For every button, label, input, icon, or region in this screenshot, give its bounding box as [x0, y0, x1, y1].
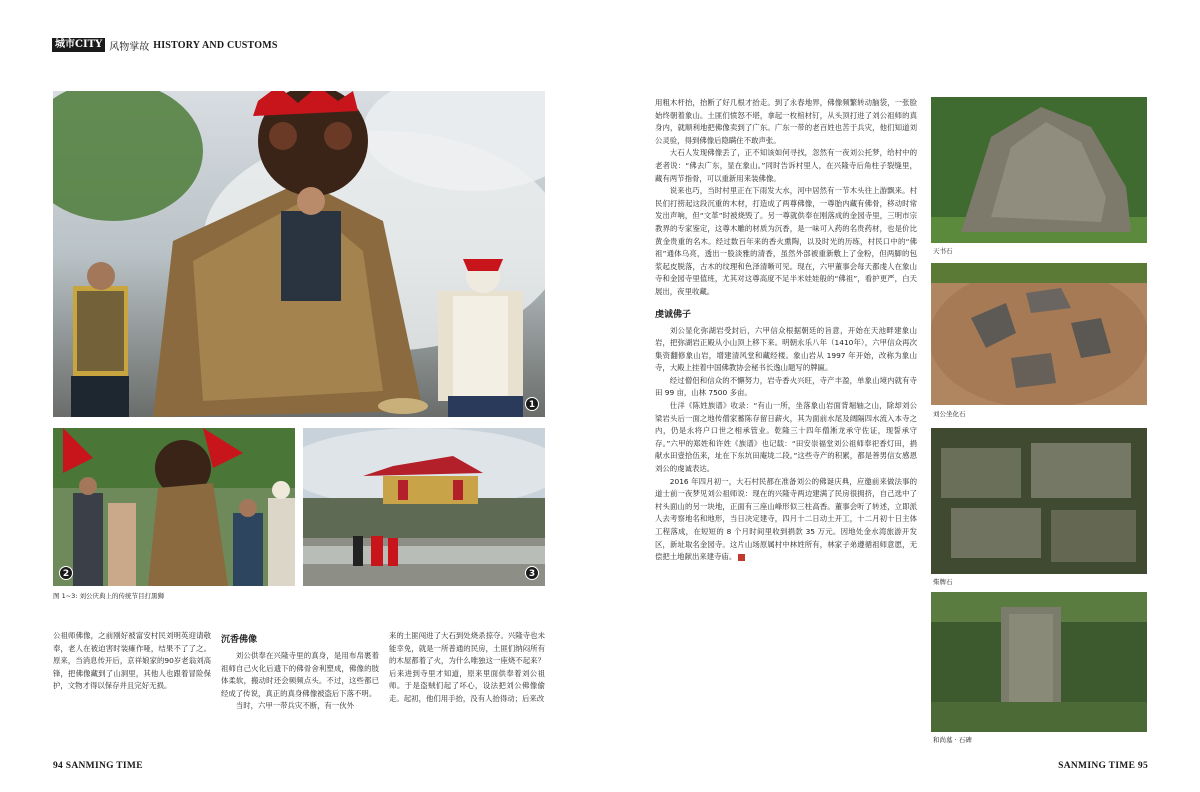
- photo-liugong-stone: [931, 263, 1147, 405]
- photo-caption: 图 1~3: 刘公庆典上的传统节目打黑狮: [53, 592, 165, 600]
- paragraph: 说来也巧，当时村里正在下雨发大水，河中居然有一节木头往上游飘来。村民们打捞起这段沉重的木材，打造成了两尊佛像，一尊胎内藏有佛骨，移动时常发出声响，但“文革”时被烧毁了。另一尊就供奉在刚落成的金园寺里，三明市宗教界的专家鉴定，这尊木雕的材质为沉香，是一味可入药的名贵药材，也是价比黄金贵重的名木。经过数百年来的香火熏陶，以及时光的历练，村民口中的“佛祖”通体乌亮，透出一股淡雅的清香，虽然外部被重新敷上了金粉，但两脚的包浆起皮脱落，古木的纹理和色泽清晰可见。现在，六甲董事会每天都虔人在象山寺和金园寺里值班，尤其对这尊高度不足半米娃娃般的“佛祖”，看护更严，白天展出，夜里收藏。: [655, 186, 917, 296]
- paragraph: 用粗木杆抬，抬断了好几根才抬走。到了永春地界，佛像频繁转动脑袋，一张脸始终朝着象山。土匪们愤怒不堪，拿起一枚棺材钉，从头顶打进了刘公祖师的真身内，就顺利地把佛像卖到了广东。广东一带的老百姓也苦于兵灾，他们知道刘公灵验，得到佛像后隐瞒住不敢声张。: [655, 98, 917, 145]
- paragraph: 当时，六甲一带兵灾不断，有一伙外: [235, 701, 355, 711]
- paragraph: 仕洋《陈姓族谱》收录：“有山一所，坐落象山岩面背堀轴之山，除却刘公梁岩头后一面之地传僧家蓄陈存留日薪火，其为面前水尾及阔隔四水流入本寺之内，仍是永将户口世之相承管业。乾隆三十四年僧淅龙承守佐证，现誓承守存。”六甲的郑姓和许姓《族谱》也记载：“田安崇福堂刘公祖师奉祀香灯田，捐献水田壹拾伍来，址在下东坑田庵垅二段。”这些寺产的积累，都是善男信女感恩刘公的虔诚表达。: [655, 401, 917, 474]
- photo-caption-right: 刘公坐化石: [933, 410, 966, 418]
- footer-right-folio: SANMING TIME 95: [1058, 761, 1148, 771]
- paragraph: 刘公显化弥湖岩受封后，六甲信众根据朝廷的旨意，开始在天池畔建象山岩，把弥湖岩正殿从小山顶上移下来。明朝永乐八年（1410年），六甲信众再次集资翻修象山岩，增建清风堂和藏经楼。象山岩从 1997 年开始，改称为象山寺，大殿上挂着中国佛教协会秘书长逸山题写的牌匾。: [655, 325, 917, 373]
- section-title-en: HISTORY AND CUSTOMS: [153, 39, 278, 51]
- section-heading: 虔诚佛子: [655, 309, 692, 320]
- photo-caption-right: 天书石: [933, 247, 953, 255]
- end-mark-icon: [738, 554, 745, 561]
- section-heading: 沉香佛像: [221, 635, 258, 645]
- paragraph: 公祖师佛像，之前刚好被富安村民刘明英迎请敬奉，老人在被迫害时装瘫作哑，结果不了了之。原来，当消息传开后，京祥娘家的90岁老翁刘高锋，把佛像藏到了山洞里，其他人也跟着冒险保护，文物才得以保存并且完好无损。: [53, 631, 211, 691]
- photo-lion-parade: [53, 428, 295, 586]
- paragraph: 大石人发现佛像丢了，正不知该如何寻找，忽然有一夜刘公托梦，给村中的老者说：“佛去广东，显在象山。”同时告诉村里人，在兴隆寺后角柱子裂缝里，藏有两节指骨，可以重新用来装佛像。: [655, 148, 917, 183]
- article-column-2: [221, 630, 379, 713]
- photo-monk-tomb-stele: [931, 592, 1147, 732]
- photo-number-badge: 1: [525, 397, 539, 411]
- article-column-1: [53, 630, 211, 693]
- paragraph: 来的土匪闯进了大石到处烧杀掠夺。兴隆寺也未能幸免，就是一所普通的民房，土匪们纳闷所有的木屋都着了火，为什么唯独这一座烧不起来？后来进到寺里才知道，原来里面供奉着刘公祖师。于是盗贼们起了坏心，设法把刘公佛像偷走。起初，他们用手抬，没有人抬得动；后来改: [389, 631, 545, 703]
- paragraph: 刘公供奉在兴隆寺里的真身，是用布帛裹着祖师自己火化后遗下的佛骨舍利塑成，佛像的肢体柔软，搬动时还会频频点头。不过，这些都已经成了传说，真正的真身佛像被盗后下落不明。: [221, 651, 379, 698]
- photo-chaipai-stone: [931, 428, 1147, 574]
- photo-tianshu-stone: [931, 97, 1147, 243]
- footer-left-folio: 94 SANMING TIME: [53, 761, 143, 771]
- photo-number-badge: 3: [525, 566, 539, 580]
- main-photo-black-lion-dance: [53, 91, 545, 417]
- magazine-header: [52, 38, 278, 52]
- photo-caption-right: 和尚墓 · 石碑: [933, 736, 972, 744]
- paragraph: 经过僧侣和信众的不懈努力，岩寺香火兴旺，寺产丰盈，单象山境内就有寺田 99 亩，山林 7500 多亩。: [655, 375, 917, 398]
- article-column-3: [389, 630, 545, 706]
- photo-number-badge: 2: [59, 566, 73, 580]
- section-title-cn: 风物掌故: [109, 41, 150, 53]
- photo-caption-right: 柴牌石: [933, 578, 953, 586]
- paragraph-text: 2016 年四月初一，大石村民都在准备刘公的佛诞庆典，应邀前来做法事的道士前一夜梦见刘公祖师说：现在的兴隆寺两边建满了民房很拥挤，自己选中了村头面山的另一块地，正面有三座山峰形似三柱高香。董事会听了转述，立即派人去考察地名和地形，当日决定建寺，四月十二日动土开工，十二月初十日主体工程落成，在短短的 8 个月时间里收到捐款 35 万元。因地处金水湾旅游开发区，新址取名金园寺。这片山场原属村中林姓所有，林家子弟遵循祖师意愿，无偿把土地献出来建寺庙。: [655, 476, 917, 562]
- section-tag: 城市CITY: [52, 38, 105, 52]
- article-column-4: [655, 97, 917, 564]
- photo-temple: [303, 428, 545, 586]
- paragraph: [655, 476, 917, 564]
